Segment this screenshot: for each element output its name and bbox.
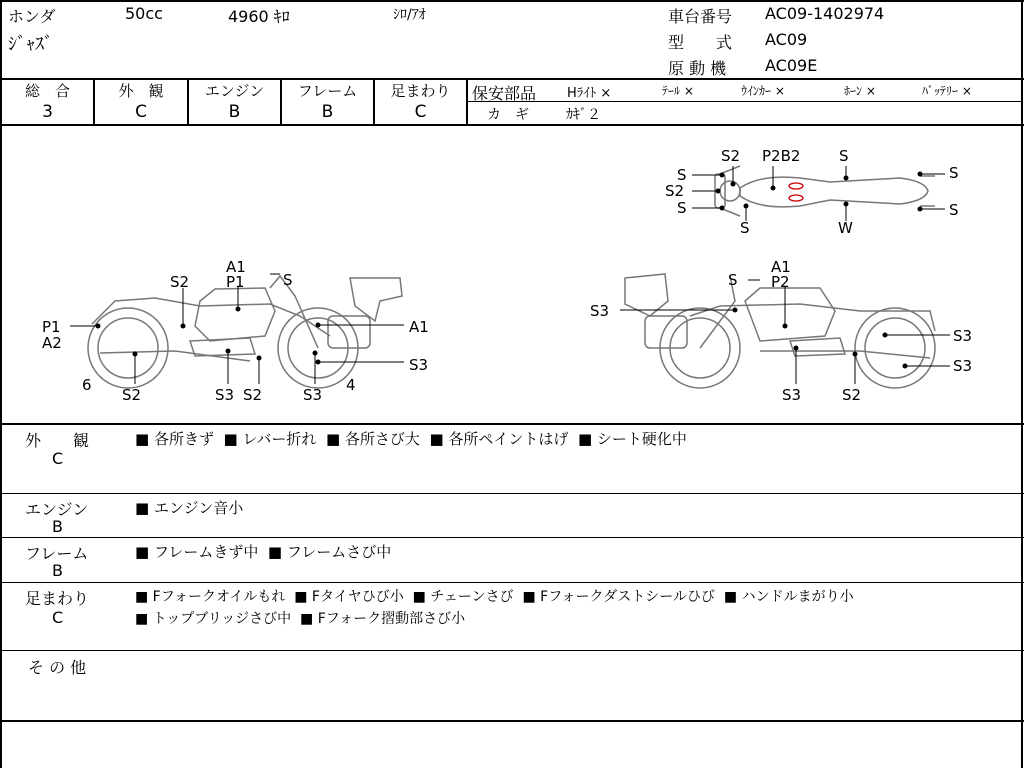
diagram-label: S2: [721, 147, 741, 165]
diagram-label: P1: [42, 318, 61, 336]
diagram-label: S2: [665, 182, 685, 200]
divider: [0, 423, 1024, 425]
diagram-label: A2: [42, 334, 62, 352]
diagram-label: S3: [953, 327, 973, 345]
frame-section-grade: B: [52, 561, 63, 580]
diagram-label: P1: [226, 273, 245, 291]
mileage: 4960 ｷﾛ: [228, 7, 290, 26]
note-item: ■ Fフォーク摺動部さび小: [300, 611, 466, 627]
divider: [0, 720, 1024, 722]
frame-number: AC09-1402974: [765, 4, 885, 23]
displacement: 50cc: [125, 4, 163, 23]
damage-diagram: [0, 126, 1024, 424]
note-item: ■ 各所さび大: [325, 430, 420, 448]
exterior-label: 外 観: [118, 82, 164, 100]
safety-item-headlight: Hﾗｲﾄ ×: [567, 86, 612, 101]
diagram-label: S: [728, 271, 738, 289]
overall-label: 総 合: [24, 82, 70, 100]
type-label: 型 式: [668, 33, 733, 52]
note-item: ■ Fフォークダストシールひび: [522, 589, 715, 605]
diagram-label: S3: [409, 356, 429, 374]
diagram-label: S: [839, 147, 849, 165]
safety-item-horn: ﾎｰﾝ ×: [844, 84, 876, 98]
frame-notes: [135, 541, 391, 562]
note-item: ■ Fフォークオイルもれ: [135, 589, 286, 605]
maker: ホンダ: [8, 7, 56, 26]
divider: [0, 650, 1024, 651]
diagram-label: S2: [243, 386, 263, 404]
note-item: ■ Fタイヤひび小: [294, 589, 404, 605]
engine-section-label: エンジン: [25, 500, 89, 519]
note-item: ■ エンジン音小: [135, 499, 244, 517]
safety-item-winker: ｳｲﾝｶｰ ×: [741, 84, 785, 98]
other-section-label: そ の 他: [28, 658, 87, 677]
note-item: ■ トップブリッジさび中: [135, 611, 292, 627]
divider: [0, 537, 1024, 538]
safety-item-battery: ﾊﾞｯﾃﾘｰ ×: [922, 84, 972, 98]
suspension-section-label: 足まわり: [25, 589, 90, 608]
engine-section-grade: B: [52, 517, 63, 536]
diagram-label: A1: [409, 318, 429, 336]
diagram-label: S: [949, 164, 959, 182]
note-item: ■ ハンドルまがり小: [723, 589, 854, 605]
engine-model-value: AC09E: [765, 56, 818, 75]
diagram-label: S3: [953, 357, 973, 375]
diagram-label: S3: [782, 386, 802, 404]
engine-label: エンジン: [204, 82, 265, 100]
diagram-label: S3: [590, 302, 610, 320]
exterior-section-label: 外 観: [25, 431, 90, 450]
note-item: ■ 各所きず: [135, 430, 214, 448]
note-item: ■ シート硬化中: [577, 430, 687, 448]
note-item: ■ 各所ペイントはげ: [429, 430, 569, 448]
key-label: カ ギ: [487, 107, 529, 123]
engine-model-label: 原 動 機: [668, 59, 727, 78]
key-value: ｶｷﾞ２: [566, 107, 601, 123]
diagram-label: S2: [842, 386, 862, 404]
color: ｼﾛ/ｱｵ: [393, 7, 426, 23]
type-value: AC09: [765, 30, 808, 49]
frame-number-label: 車台番号: [668, 7, 733, 26]
diagram-label: S3: [303, 386, 323, 404]
diagram-label: S: [740, 219, 750, 237]
diagram-label: 4: [346, 376, 356, 394]
exterior-grade: C: [135, 102, 147, 122]
diagram-label: A1: [771, 258, 791, 276]
diagram-label: S: [677, 166, 687, 184]
divider: [0, 582, 1024, 583]
divider: [466, 101, 1023, 102]
note-item: ■ チェーンさび: [412, 589, 514, 605]
engine-grade: B: [228, 102, 241, 122]
diagram-label: A1: [226, 258, 246, 276]
note-item: ■ フレームさび中: [267, 543, 392, 561]
frame-section-label: フレーム: [25, 544, 89, 563]
diagram-label: S: [283, 271, 293, 289]
diagram-label: S3: [215, 386, 235, 404]
suspension-label: 足まわり: [390, 82, 451, 100]
exterior-notes: [135, 428, 687, 449]
suspension-section-grade: C: [52, 608, 64, 627]
frame-label: フレーム: [297, 82, 358, 100]
diagram-label: 6: [82, 376, 92, 394]
overall-grade: 3: [42, 102, 53, 122]
engine-notes: [135, 497, 243, 518]
suspension-grade: C: [414, 102, 427, 122]
border-top: [0, 0, 1024, 2]
note-item: ■ フレームきず中: [135, 543, 259, 561]
divider: [0, 493, 1024, 494]
divider: [466, 79, 468, 125]
model-name: ｼﾞｬｽﾞ: [8, 34, 53, 55]
diagram-label: S2: [170, 273, 190, 291]
note-item: ■ レバー折れ: [223, 430, 317, 448]
diagram-label: S: [949, 201, 959, 219]
safety-parts-label: 保安部品: [472, 84, 537, 103]
safety-item-tail: ﾃｰﾙ ×: [662, 84, 694, 98]
frame-grade: B: [321, 102, 334, 122]
diagram-label: W: [838, 219, 853, 237]
suspension-notes-1: [135, 586, 854, 606]
diagram-label: P2B2: [762, 147, 801, 165]
suspension-notes-2: [135, 608, 465, 628]
exterior-section-grade: C: [52, 449, 64, 468]
diagram-label: P2: [771, 273, 790, 291]
diagram-label: S2: [122, 386, 142, 404]
diagram-label: S: [677, 199, 687, 217]
